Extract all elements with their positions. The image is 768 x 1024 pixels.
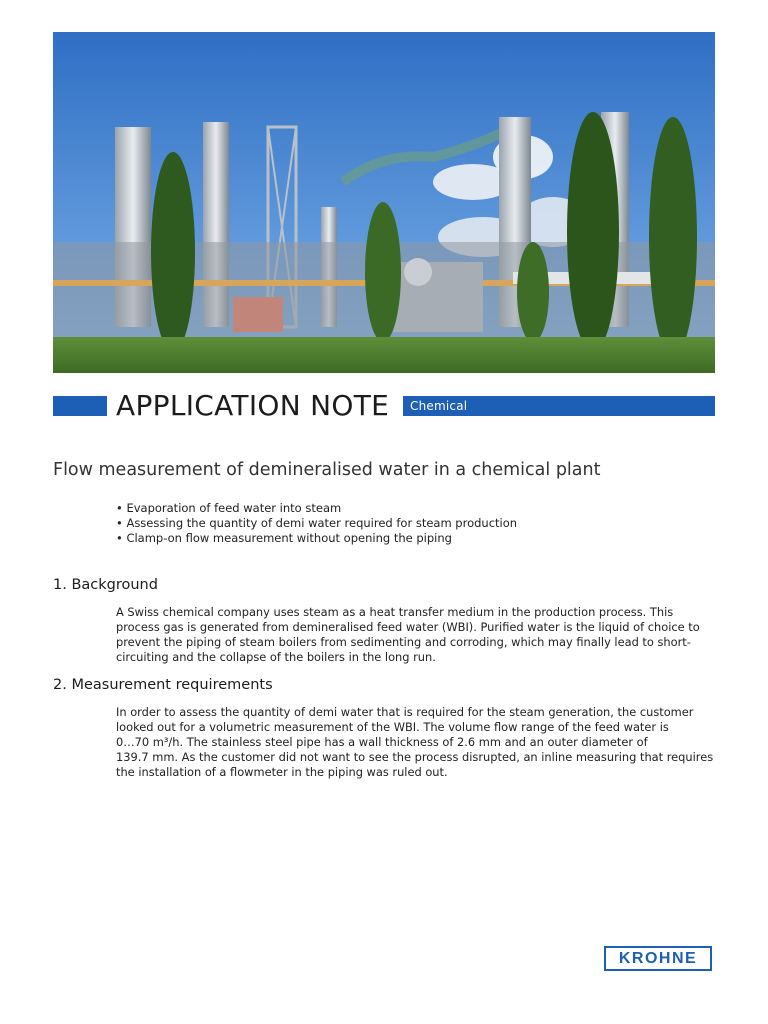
list-item: • Assessing the quantity of demi water required for steam production bbox=[116, 516, 517, 531]
section-heading-requirements: 2. Measurement requirements bbox=[53, 677, 273, 693]
paragraph-line: circuiting and the collapse of the boilers in the long run. bbox=[116, 650, 436, 664]
paragraph-line: In order to assess the quantity of demi water that is required for the steam generation, the customer bbox=[116, 705, 694, 719]
document-title: Flow measurement of demineralised water in a chemical plant bbox=[53, 460, 601, 480]
section-paragraph-background bbox=[116, 605, 716, 665]
page-title: APPLICATION NOTE bbox=[116, 389, 390, 422]
title-band-left bbox=[53, 396, 107, 416]
key-points-list bbox=[116, 501, 517, 546]
paragraph-line: process gas is generated from demineralised feed water (WBI). Purified water is the liquid of choice to bbox=[116, 620, 700, 634]
list-item: • Clamp-on flow measurement without opening the piping bbox=[116, 531, 517, 546]
paragraph-line: looked out for a volumetric measurement of the WBI. The volume flow range of the feed water is bbox=[116, 720, 669, 734]
logo-text: KROHNE bbox=[618, 949, 698, 967]
paragraph-line: 0…70 m³/h. The stainless steel pipe has a wall thickness of 2.6 mm and an outer diameter of bbox=[116, 735, 648, 749]
category-label: Chemical bbox=[410, 399, 468, 413]
paragraph-line: A Swiss chemical company uses steam as a heat transfer medium in the production process. This bbox=[116, 605, 674, 619]
paragraph-line: 139.7 mm. As the customer did not want to see the process disrupted, an inline measuring that requires bbox=[116, 750, 714, 764]
paragraph-line: prevent the piping of steam boilers from sedimenting and corroding, which may finally lead to short- bbox=[116, 635, 691, 649]
section-paragraph-requirements bbox=[116, 705, 716, 780]
header-photo bbox=[53, 32, 715, 373]
list-item: • Evaporation of feed water into steam bbox=[116, 501, 517, 516]
category-band bbox=[403, 396, 715, 416]
paragraph-line: the installation of a flowmeter in the piping was ruled out. bbox=[116, 765, 448, 779]
krohne-logo bbox=[604, 946, 712, 971]
section-heading-background: 1. Background bbox=[53, 577, 158, 593]
